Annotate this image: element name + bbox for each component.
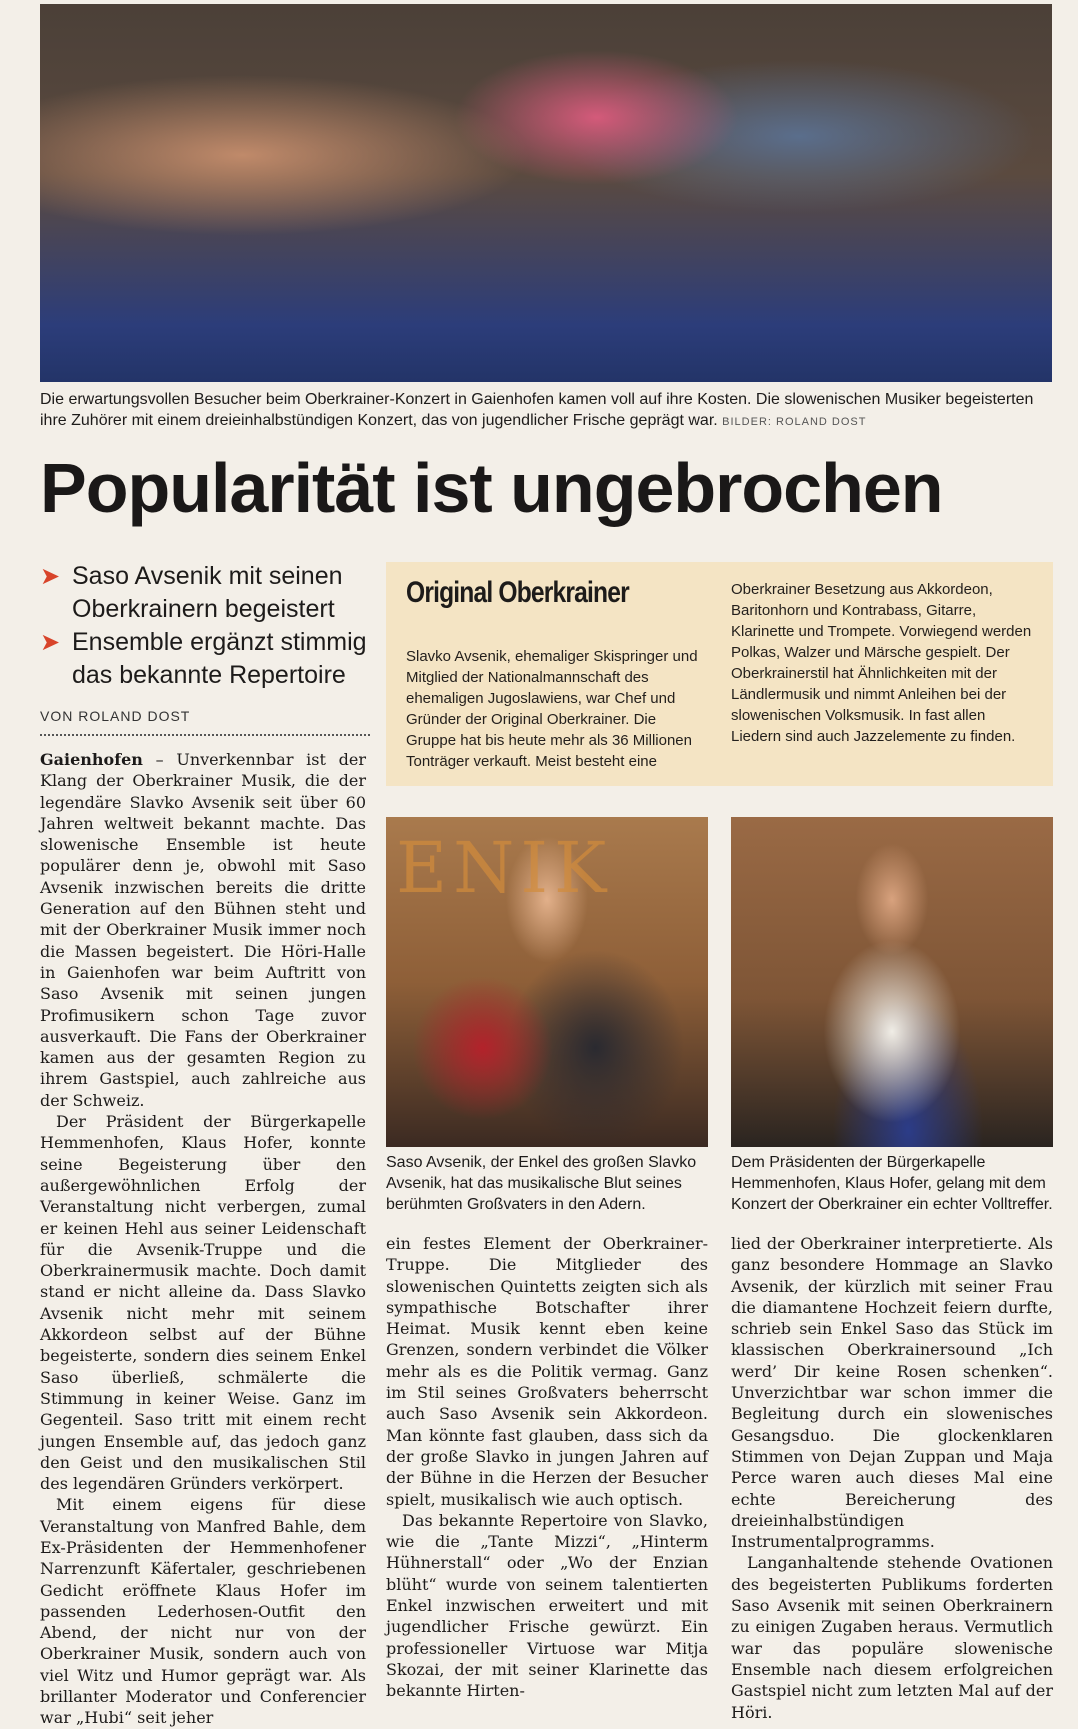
subhead-1: [40, 560, 370, 626]
body-column-2: [386, 1233, 708, 1702]
info-box-title: Original Oberkrainer: [406, 576, 629, 609]
body-paragraph: lied der Oberkrainer interpretierte. Als ganz besondere Hommage an Slavko Avsenik, der kürzlich mit seiner Frau die diamantene Hochzeit feiern durfte, schrieb sein Enkel Saso das Stück im klassischen Oberkrainersound „Ich werd’ Dir keine Rosen schenken“. Unverzichtbar war schon immer die Begleitung durch ein slowenisches Gesangsduo. Die glockenklaren Stimmen von Dejan Zuppan und Maja Perce waren auch dieses Mal eine echte Bereicherung des dreieinhalbstündigen Instrumentalprogramms.: [731, 1234, 1053, 1552]
arrow-icon: ➤: [40, 629, 61, 656]
body-paragraph: ein festes Element der Oberkrainer-Truppe. Die Mitglieder des slowenischen Quintetts zeigten sich als sympathische Botschafter ihrer Heimat. Musik kennt eben keine Grenzen, sondern verbindet die Völker mehr als es die Politik vermag. Ganz im Stil seines Großvaters beherrscht auch Saso Avsenik sein Akkordeon. Man könnte fast glauben, dass sich da der große Slavko in jungen Jahren auf der Bühne in die Herzen der Besucher spielt, musikalisch wie auch optisch.: [386, 1234, 708, 1509]
info-box: [386, 562, 1053, 786]
arrow-icon: ➤: [40, 563, 61, 590]
accordion-player-photo: [386, 817, 708, 1147]
subheads: [40, 560, 370, 692]
body-column-3: [731, 1233, 1053, 1723]
dateline: Gaienhofen: [40, 750, 143, 769]
photo-credit: BILDER: ROLAND DOST: [722, 416, 867, 428]
article-headline: Popularität ist ungebrochen: [40, 449, 943, 527]
caption-text: Die erwartungsvollen Besucher beim Oberkrainer-Konzert in Gaienhofen kamen voll auf ihre Kosten. Die slowenischen Musiker begeisterten ihre Zuhörer mit einem dreieinhalbstündigen Konzert, das von jugendlicher Frische geprägt war.: [40, 391, 1034, 429]
audience-photo: [40, 4, 1052, 382]
body-paragraph: Das bekannte Repertoire von Slavko, wie die „Tante Mizzi“, „Hinterm Hühnerstall“ oder „Wo der Enzian blüht“ wurde von seinem talentierten Enkel inzwischen erweitert und mit jugendlicher Frische gewürzt. Ein professioneller Virtuose war Mitja Skozai, der mit seiner Klarinette das bekannte Hirten-: [386, 1510, 708, 1701]
body-paragraph: Langanhaltende stehende Ovationen des begeisterten Publikums forderten Saso Avsenik mit seinen Oberkrainern zu einigen Zugaben heraus. Vermutlich war das populäre slowenische Ensemble nach diesem erfolgreichen Gastspiel nicht zum letzten Mal auf der Höri.: [731, 1553, 1053, 1722]
singer-photo-caption: Dem Präsidenten der Bürgerkapelle Hemmenhofen, Klaus Hofer, gelang mit dem Konzert der Oberkrainer ein echter Volltreffer.: [731, 1154, 1053, 1213]
byline: VON ROLAND DOST: [40, 708, 370, 736]
subhead-2: [40, 626, 370, 692]
info-box-col-1: Slavko Avsenik, ehemaliger Skispringer und Mitglied der Nationalmannschaft des ehemaligen Jugoslawiens, war Chef und Gründer der Original Oberkrainer. Die Gruppe hat bis heute mehr als 36 Millionen Tonträger verkauft. Meist besteht eine: [406, 648, 698, 770]
singer-photo: [731, 817, 1053, 1147]
body-paragraph: [40, 749, 366, 1111]
body-paragraph: Der Präsident der Bürgerkapelle Hemmenhofen, Klaus Hofer, konnte seine Begeisterung über den außergewöhnlichen Erfolg der Veranstaltung nicht verbergen, zumal er keinen Hehl aus seiner Leidenschaft für die Avsenik-Truppe und die Oberkrainermusik machte. Doch damit stand er nicht alleine da. Dass Slavko Avsenik nicht mehr mit seinem Akkordeon selbst auf der Bühne begeisterte, sondern dies seinem Enkel Saso überließ, schmälerte die Stimmung in keiner Weise. Ganz im Gegenteil. Saso tritt mit einem recht jungen Ensemble auf, das jedoch ganz den Geist und den musikalischen Stil des legendären Gründers verkörpert.: [40, 1112, 366, 1494]
stage-sign: ENIK: [396, 827, 613, 909]
subhead-text: Saso Avsenik mit seinen Oberkrainern begeistert: [72, 562, 343, 623]
audience-photo-caption: [40, 389, 1052, 433]
body-column-1: [40, 749, 366, 1729]
body-paragraph: Mit einem eigens für diese Veranstaltung von Manfred Bahle, dem Ex-Präsidenten der Hemmenhofener Narrenzunft Käfertaler, geschriebenen Gedicht eröffnete Klaus Hofer im passenden Lederhosen-Outfit den Abend, der nicht nur von der Oberkrainer Musik, sondern auch von viel Witz und Humor geprägt war. Als brillanter Moderator und Conferencier war „Hubi“ seit jeher: [40, 1495, 366, 1728]
subhead-text: Ensemble ergänzt stimmig das bekannte Repertoire: [72, 628, 367, 689]
info-box-col-2: Oberkrainer Besetzung aus Akkordeon, Baritonhorn und Kontrabass, Gitarre, Klarinette und Trompete. Vorwiegend werden Polkas, Walzer und Märsche gespielt. Der Oberkrainerstil hat Ähnlichkeiten mit der Ländlermusik und nimmt Anleihen bei der slowenischen Volksmusik. In fast allen Liedern sind auch Jazzelemente zu finden.: [731, 581, 1032, 745]
paragraph-text: – Unverkennbar ist der Klang der Oberkrainer Musik, die der legendäre Slavko Avsenik seit über 60 Jahren weltweit bekannt machte. Das slowenische Ensemble ist heute populärer denn je, obwohl mit Saso Avsenik inzwischen bereits die dritte Generation auf den Bühnen steht und mit der Oberkrainer Musik immer noch die Massen begeistert. Die Höri-Halle in Gaienhofen war beim Auftritt von Saso Avsenik mit seinen jungen Profimusikern schon Tage zuvor ausverkauft. Die Fans der Oberkrainer kamen aus der gesamten Region zu ihrem Gastspiel, auch zahlreiche aus der Schweiz.: [40, 750, 366, 1110]
accordion-photo-caption: Saso Avsenik, der Enkel des großen Slavko Avsenik, hat das musikalische Blut seines berühmten Großvaters in den Adern.: [386, 1154, 697, 1213]
